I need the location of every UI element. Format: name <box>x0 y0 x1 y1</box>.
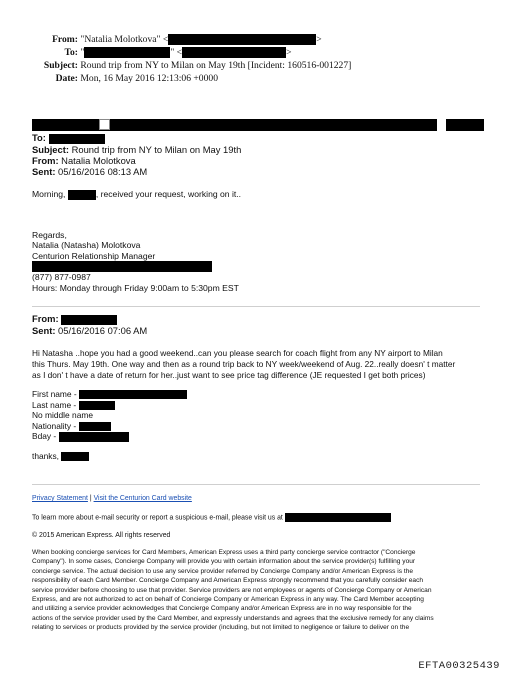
copyright: © 2015 American Express. All rights reserved <box>32 532 171 539</box>
document-id: EFTA00325439 <box>418 660 500 672</box>
signature-title: Centurion Relationship Manager <box>32 250 156 261</box>
reply-greeting <box>32 189 241 200</box>
header-to-mid: " < <box>170 47 183 58</box>
thanks-text: thanks, <box>32 451 60 461</box>
link-separator: | <box>89 495 92 502</box>
signature-phone: (877) 877-0987 <box>32 272 91 283</box>
header-to-label: To: <box>64 47 78 58</box>
reply-to-label: To: <box>32 132 46 143</box>
divider <box>32 484 480 485</box>
original-sent-value: 05/16/2016 07:06 AM <box>58 324 148 336</box>
redaction <box>59 432 129 442</box>
signature-hours: Hours: Monday through Friday 9:00am to 5:30pm EST <box>32 282 239 293</box>
reply-from-label: From: <box>32 154 59 166</box>
redaction <box>84 47 170 58</box>
redaction <box>285 513 391 522</box>
redaction <box>168 34 316 45</box>
original-header <box>32 313 147 336</box>
body-line: this Thurs. May 19th. One way and then as a round trip back to NY week/weekend of Aug. 22..really doesn' t matter <box>32 359 456 369</box>
original-from-label: From: <box>32 313 59 324</box>
redaction <box>79 422 111 431</box>
signature-name: Natalia (Natasha) Molotkova <box>32 240 141 251</box>
regards-text: Regards, <box>32 230 67 240</box>
footer-links <box>32 494 192 503</box>
centurion-card-link[interactable]: Visit the Centurion Card website <box>93 495 192 502</box>
disclaimer-line: actions of the service provider used by the Card Member, and expressly understands and agrees that the exclusive remedy for any claims <box>32 614 434 622</box>
header-from-close: > <box>316 34 322 45</box>
header-subject-value: Round trip from NY to Milan on May 19th [Incident: 160516-001227] <box>80 60 352 71</box>
header-date-value: Mon, 16 May 2016 12:13:06 +0000 <box>80 73 218 84</box>
original-body <box>32 348 455 381</box>
first-name-label: First name - <box>32 389 77 399</box>
header-subject-label: Subject: <box>43 60 78 71</box>
disclaimer-line: service provider before choosing to use that provider. Service providers are not employees or agents of Concierge Company or American <box>32 586 432 594</box>
signature-block <box>32 230 239 293</box>
security-notice <box>32 513 391 523</box>
disclaimer-line: Express, and are not authorized to act on behalf of Concierge Company or American Express in any way. The Card Member accepting <box>32 596 424 604</box>
redaction <box>49 134 105 144</box>
divider <box>32 306 480 307</box>
header-to-close: > <box>286 47 292 58</box>
reply-subject-value: Round trip from NY to Milan on May 19th <box>71 143 242 155</box>
banner-redaction-right <box>446 119 484 131</box>
reply-sent-label: Sent: <box>32 165 56 177</box>
redaction <box>61 452 89 461</box>
disclaimer-line: responsibility of each Card Member. Concierge Company and American Express strongly recommend that you carefully consider each <box>32 577 424 585</box>
disclaimer-line: Company"). In some cases, Concierge Company will provide you with certain information about the service provider(s) fulfilling your <box>32 558 416 566</box>
broken-image-icon <box>99 119 110 130</box>
greeting-text: Morning, <box>32 189 66 199</box>
security-text: To learn more about e-mail security or report a suspicious e-mail, please visit us at <box>32 514 283 522</box>
disclaimer-line: and utilizing a service provider acknowledges that Concierge Company and/or American Express are in no way responsible for the <box>32 605 412 613</box>
passenger-details <box>32 389 187 442</box>
nationality-label: Nationality - <box>32 420 77 431</box>
redaction <box>32 261 212 272</box>
disclaimer-line: relating to services or products provided by the service provider (including, but not limited to negligence or failure to deliver on the <box>32 624 410 632</box>
reply-header <box>32 132 482 177</box>
header-date-label: Date: <box>55 73 78 84</box>
disclaimer <box>32 548 434 633</box>
last-name-label: Last name - <box>32 399 77 410</box>
reply-sent-value: 05/16/2016 08:13 AM <box>58 165 148 177</box>
redaction <box>68 190 96 200</box>
redaction <box>79 390 187 399</box>
body-line: Hi Natasha ..hope you had a good weekend..can you please search for coach flight from any NY airport to Milan <box>32 348 443 358</box>
bday-label: Bday - <box>32 431 57 441</box>
header-to-value: " <box>80 47 85 58</box>
middle-name-text: No middle name <box>32 410 93 420</box>
privacy-statement-link[interactable]: Privacy Statement <box>32 495 88 502</box>
greeting-rest: , received your request, working on it.. <box>95 189 242 199</box>
thanks-line <box>32 451 89 461</box>
disclaimer-line: concierge service. The actual decision to use any service provider referred by Concierge Company and/or American Express is the <box>32 567 414 575</box>
header-from-label: From: <box>52 34 78 45</box>
reply-from-value: Natalia Molotkova <box>61 154 136 166</box>
banner-redaction <box>32 119 437 131</box>
redaction <box>182 47 286 58</box>
header-from-value: "Natalia Molotkova" < <box>80 34 169 45</box>
redaction <box>79 401 115 410</box>
reply-subject-label: Subject: <box>32 143 69 155</box>
body-line: as I don' t have a date of return for her..just want to see price tag difference (JE requested I get both prices) <box>32 370 426 380</box>
original-sent-label: Sent: <box>32 324 56 336</box>
redaction <box>61 315 117 325</box>
disclaimer-line: When booking concierge services for Card Members, American Express uses a third party concierge service contractor ("Concierge <box>32 549 416 556</box>
